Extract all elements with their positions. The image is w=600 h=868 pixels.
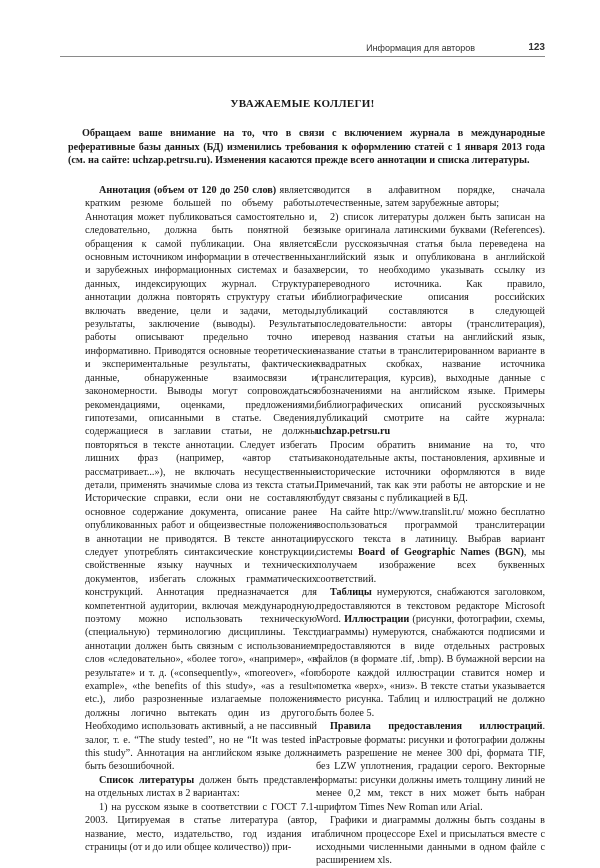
references-paragraph	[85, 774, 317, 801]
illustrations-label: Иллюстрации	[344, 614, 410, 625]
running-head	[60, 40, 545, 57]
journal-site: uchzap.petrsu.ru	[316, 426, 391, 438]
tables-paragraph	[316, 586, 545, 720]
illustration-rules-text: . Растровые форматы: рисунки и фотографии должны иметь разрешение не менее 300 dpi, формата TIF, без LZW уплотнения, градации серого. Векторные форматы: рисунки должны иметь толщину линий не менее 0,2 мм, текст в них может быть набран шрифтом Times New Roman или Arial.	[316, 721, 545, 813]
charts-paragraph: Графики и диаграммы должны быть созданы в табличном процессоре Exel и присылаться вместе с исходными численными данными в одном файле с расширением xls.	[316, 815, 545, 867]
illustrations-text: (рисунки, фотографии, схемы, диаграммы) нумеруются, снабжаются подписями и предоставляются в виде отдельных растровых файлов (в формате .tif, .bmp). В бумажной версии на обороте каждой иллюстрации ставится номер и пометка «верх», «низ». В тексте статьи указывается место рисунка. Таблиц и иллюстраций не должно быть более 5.	[316, 614, 545, 719]
references-item-1: 1) на русском языке в соответствии с ГОСТ 7.1-2003. Цитируемая в статье литература (автор, название, место, издательство, год издания и страницы (от и до или общее количество)) при-	[85, 801, 317, 853]
abstract-label: Аннотация (объем от 120 до 250 слов)	[99, 185, 277, 196]
translit-text-end: , мы получаем изображение всех буквенных соответствий.	[316, 546, 545, 585]
left-column	[85, 184, 317, 854]
abstract-text: является кратким резюме большей по объему работы. Аннотация может публиковаться самостоятельно и, следовательно, должна быть понятной без обращения к самой публикации. Она является основным источником информации в отечественных и зарубежных информационных системах и базах данных, индексирующих журнал. Структура аннотации должна повторять структуру статьи и включать введение, цели и задачи, методы, результаты, заключение (выводы). Результаты работы описывают предельно точно и информативно. Приводятся основные теоретические и экспериментальные результаты, фактические данные, обнаруженные взаимосвязи и закономерности. Выводы могут сопровождаться рекомендациями, оценками, предложениями, гипотезами, описанными в статье. Сведения, содержащиеся в заглавии статьи, не должны повторяться в тексте аннотации. Следует избегать лишних фраз (например, «автор статьи рассматривает...»), не включать несущественные детали, применять значимые слова из текста статьи. Исторические справки, если они не составляют основное содержание документа, описание ранее опубликованных работ и общеизвестные положения в аннотации не приводятся. В тексте аннотации следует употреблять синтаксические конструкции, свойственные языку научных и технических документов, избегать сложных грамматических конструкций. Аннотация предназначается для компетентной аудитории, включая международную, поэтому можно использовать техническую (специальную) терминологию дисциплины. Текст аннотации должен быть связным с использованием слов «следовательно», «более того», «например», «в результате» и т. д. («consequently», «moreover», «for example», «the benefits of this study», «as a result» etc.), либо разрозненные излагаемые положения должны логично вытекать один из другого. Необходимо использовать активный, а не пассивный залог, т. е. “The study tested”, но не “It was tested in this study”. Аннотация на английском языке должна быть безошибочной.	[85, 185, 317, 773]
references-item-1-continued: водится в алфавитном порядке, сначала отечественные, затем зарубежные авторы;	[316, 185, 545, 210]
translit-text: На сайте http://www.translit.ru/ можно бесплатно воспользоваться программой транслитерации русского текста в латиницу. Выбрав вариант системы	[316, 506, 545, 558]
tables-text: нумеруются, снабжаются заголовком, предоставляются в текстовом редакторе Microsoft Word.	[316, 587, 545, 625]
page-title: УВАЖАЕМЫЕ КОЛЛЕГИ!	[230, 98, 375, 110]
running-head-section: Информация для авторов	[366, 43, 475, 53]
illustration-rules-label: Правила предоставления иллюстраций	[330, 721, 543, 733]
references-label: Список литературы	[99, 774, 195, 786]
notes-paragraph: Просим обратить внимание на то, что законодательные акты, постановления, архивные и исторические источники оформляются в виде Примечаний, так как эти работы не авторские и не будут связаны с публикацией в БД.	[316, 439, 545, 505]
right-column	[316, 184, 545, 868]
translit-paragraph	[316, 506, 545, 586]
illustration-rules-paragraph	[316, 720, 545, 814]
references-item-2-text: 2) список литературы должен быть записан на языке оригинала латинскими буквами (References). Если русскоязычная статья была переведена на английский язык и опубликована в английской версии, то необходимо указывать ссылку из переводного источника. Как правило, библиографические описания российских публикаций составляются в следующей последовательности: авторы (транслитерация), перевод названия статьи на английский язык, название статьи в транслитерированном варианте в квадратных скобках, название источника (транслитерация, курсив), выходные данные с обозначениями на английском языке. Примеры библиографических описаний русскоязычных публикаций смотрите на сайте журнала:	[316, 211, 545, 424]
abstract-paragraph	[85, 184, 317, 774]
references-item-2	[316, 211, 545, 439]
tables-label: Таблицы	[330, 587, 372, 599]
references-text: должен быть представлен на отдельных листах в 2 вариантах:	[85, 774, 317, 800]
notice-paragraph: Обращаем ваше внимание на то, что в связи с включением журнала в международные реферативные базы данных (БД) изменились требования к оформлению статей с 1 января 2013 года (см. на сайте: uchzap.petrsu.ru). Изменения касаются прежде всего аннотации и списка литературы.	[68, 128, 545, 167]
page-number: 123	[528, 42, 545, 53]
bgn-system: Board of Geographic Names (BGN)	[358, 546, 524, 558]
